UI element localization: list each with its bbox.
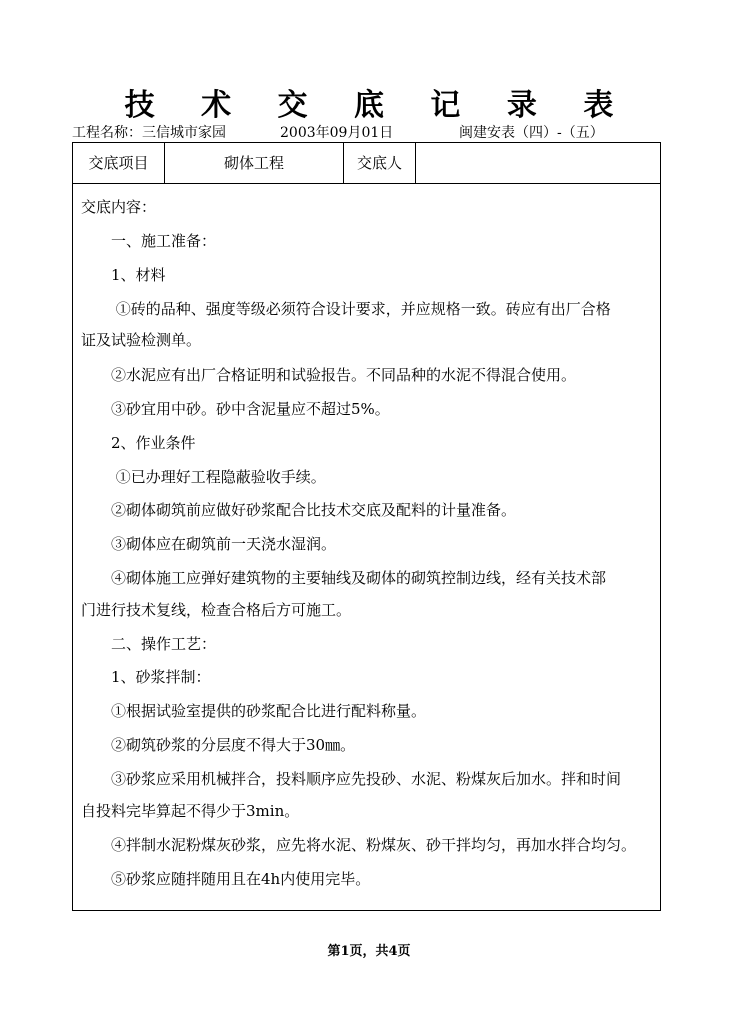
content-line: ⑤砂浆应随拌随用且在4h内使用完毕。 [81,870,371,888]
content-line: ②砌体砌筑前应做好砂浆配合比技术交底及配料的计量准备。 [81,501,517,519]
content-line: ③砂浆应采用机械拌合，投料顺序应先投砂、水泥、粉煤灰后加水。拌和时间 [81,770,622,788]
content-line: 1、砂浆拌制： [81,668,211,686]
document-date: 2003年09月01日 [280,125,394,141]
content-line: 一、施工准备： [81,232,217,250]
content-line: ④拌制水泥粉煤灰砂浆，应先将水泥、粉煤灰、砂干拌均匀，再加水拌合均匀。 [81,836,637,854]
content-line: 证及试验检测单。 [81,331,202,349]
content-line: ④砌体施工应弹好建筑物的主要轴线及砌体的砌筑控制边线，经有关技术部 [81,569,607,587]
header-row [73,143,660,184]
content-line: ①根据试验室提供的砂浆配合比进行配料称量。 [81,702,427,720]
content-line: 2、作业条件 [81,434,196,452]
document-meta [72,122,672,142]
content-line: ②砌筑砂浆的分层度不得大于30㎜。 [81,736,356,754]
content-line: 1、材料 [81,266,166,284]
content-line: ③砂宜用中砂。砂中含泥量应不超过5%。 [81,400,390,418]
content-line: ①砖的品种、强度等级必须符合设计要求，并应规格一致。砖应有出厂合格 [81,300,611,318]
item-label: 交底项目 [73,143,165,183]
document-title: 技 术 交 底 记 录 表 [124,88,632,123]
person-label: 交底人 [344,143,416,183]
content-line: 门进行技术复线，检查合格后方可施工。 [81,601,352,619]
page-number: 第1页，共4页 [327,944,411,959]
content-line: 二、操作工艺： [81,635,217,653]
content-line: ①已办理好工程隐蔽验收手续。 [81,468,326,486]
form-code: 闽建安表（四）-（五） [459,125,604,141]
record-table [72,142,661,911]
content-line: ③砌体应在砌筑前一天浇水湿润。 [81,535,337,553]
content-line: 自投料完毕算起不得少于3min。 [81,802,300,820]
content-line: ②水泥应有出厂合格证明和试验报告。不同品种的水泥不得混合使用。 [81,366,577,384]
person-value [416,143,660,183]
project-name: 工程名称：三信城市家园 [72,125,226,141]
content-line: 交底内容： [81,198,157,216]
item-value: 砌体工程 [165,143,344,183]
